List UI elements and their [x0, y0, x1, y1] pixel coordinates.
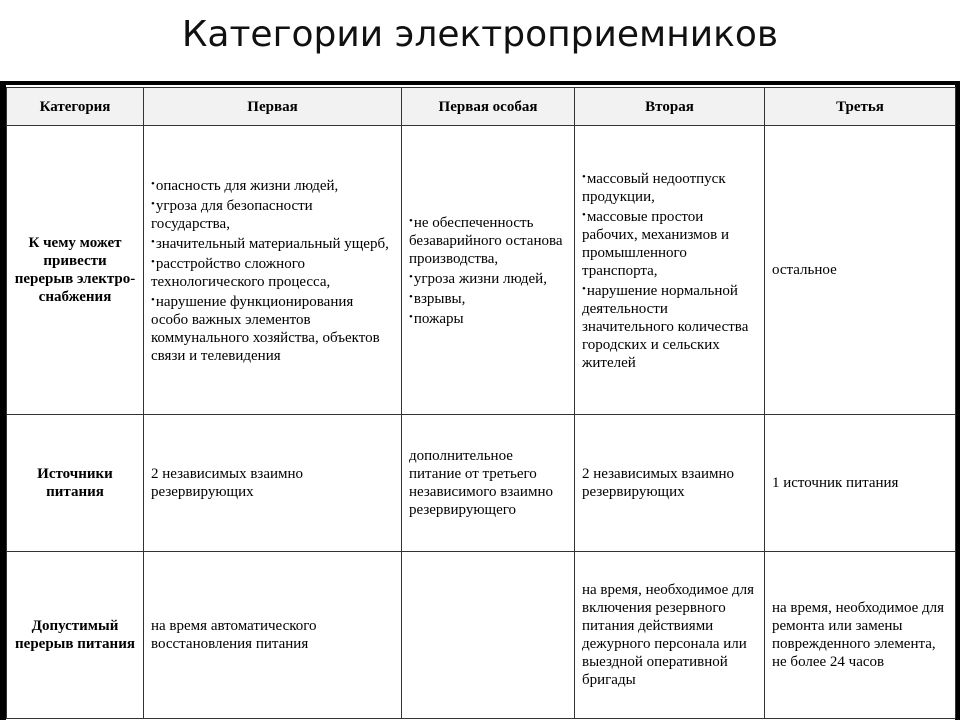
cell-first-special-interruption [402, 552, 575, 719]
list-item: •угроза жизни людей, [409, 271, 547, 287]
bullet-list [151, 175, 394, 365]
bullet-list [582, 168, 757, 372]
bullet-icon: • [151, 198, 155, 210]
list-item: •значительный материальный ущерб, [151, 236, 389, 252]
header-first-special: Первая особая [402, 88, 575, 126]
bullet-icon: • [151, 178, 155, 190]
list-item: •нарушение функционирования особо важных элементов коммунального хозяйства, объектов связи и телевидения [151, 294, 380, 364]
slide-title: Категории электроприемников [181, 14, 779, 55]
header-third: Третья [765, 88, 956, 126]
bullet-icon: • [409, 311, 413, 323]
row-label-interruption: Допустимый перерыв питания [7, 552, 144, 719]
row-label-sources: Источники питания [7, 415, 144, 552]
list-item: •не обеспеченность безаварийного останова производства, [409, 215, 563, 267]
categories-table [6, 87, 956, 719]
row-label-consequences: К чему может привести перерыв электро-снабжения [7, 126, 144, 415]
header-first: Первая [144, 88, 402, 126]
bullet-icon: • [151, 236, 155, 248]
cell-second-sources: 2 независимых взаимно резервирующих [575, 415, 765, 552]
table-row [7, 552, 956, 719]
cell-first-special-sources: дополнительное питание от третьего независимого взаимно резервирующего [402, 415, 575, 552]
list-item: •взрывы, [409, 291, 466, 307]
list-item: •массовый недоотпуск продукции, [582, 171, 726, 205]
bullet-icon: • [582, 209, 586, 221]
cell-third-consequences: остальное [765, 126, 956, 415]
cell-third-interruption: на время, необходимое для ремонта или замены поврежденного элемента, не более 24 часов [765, 552, 956, 719]
list-item: •опасность для жизни людей, [151, 178, 339, 194]
bullet-icon: • [409, 215, 413, 227]
list-item: •расстройство сложного технологического процесса, [151, 256, 331, 290]
cell-second-consequences [575, 126, 765, 415]
header-second: Вторая [575, 88, 765, 126]
cell-third-sources: 1 источник питания [765, 415, 956, 552]
bullet-list [409, 212, 567, 328]
cell-first-consequences [144, 126, 402, 415]
bullet-icon: • [409, 271, 413, 283]
table-row [7, 126, 956, 415]
bullet-icon: • [151, 256, 155, 268]
table-row [7, 415, 956, 552]
bullet-icon: • [409, 291, 413, 303]
header-category: Категория [7, 88, 144, 126]
bullet-icon: • [582, 171, 586, 183]
cell-first-sources: 2 независимых взаимно резервирующих [144, 415, 402, 552]
list-item: •нарушение нормальной деятельности значительного количества городских и сельских жителей [582, 283, 749, 371]
cell-second-interruption: на время, необходимое для включения резервного питания действиями дежурного персонала или выездной оперативной бригады [575, 552, 765, 719]
bullet-icon: • [151, 294, 155, 306]
list-item: •массовые простои рабочих, механизмов и промышленного транспорта, [582, 209, 730, 279]
header-row [7, 88, 956, 126]
cell-first-special-consequences [402, 126, 575, 415]
list-item: •пожары [409, 311, 464, 327]
list-item: •угроза для безопасности государства, [151, 198, 313, 232]
bullet-icon: • [582, 283, 586, 295]
cell-first-interruption: на время автоматического восстановления питания [144, 552, 402, 719]
